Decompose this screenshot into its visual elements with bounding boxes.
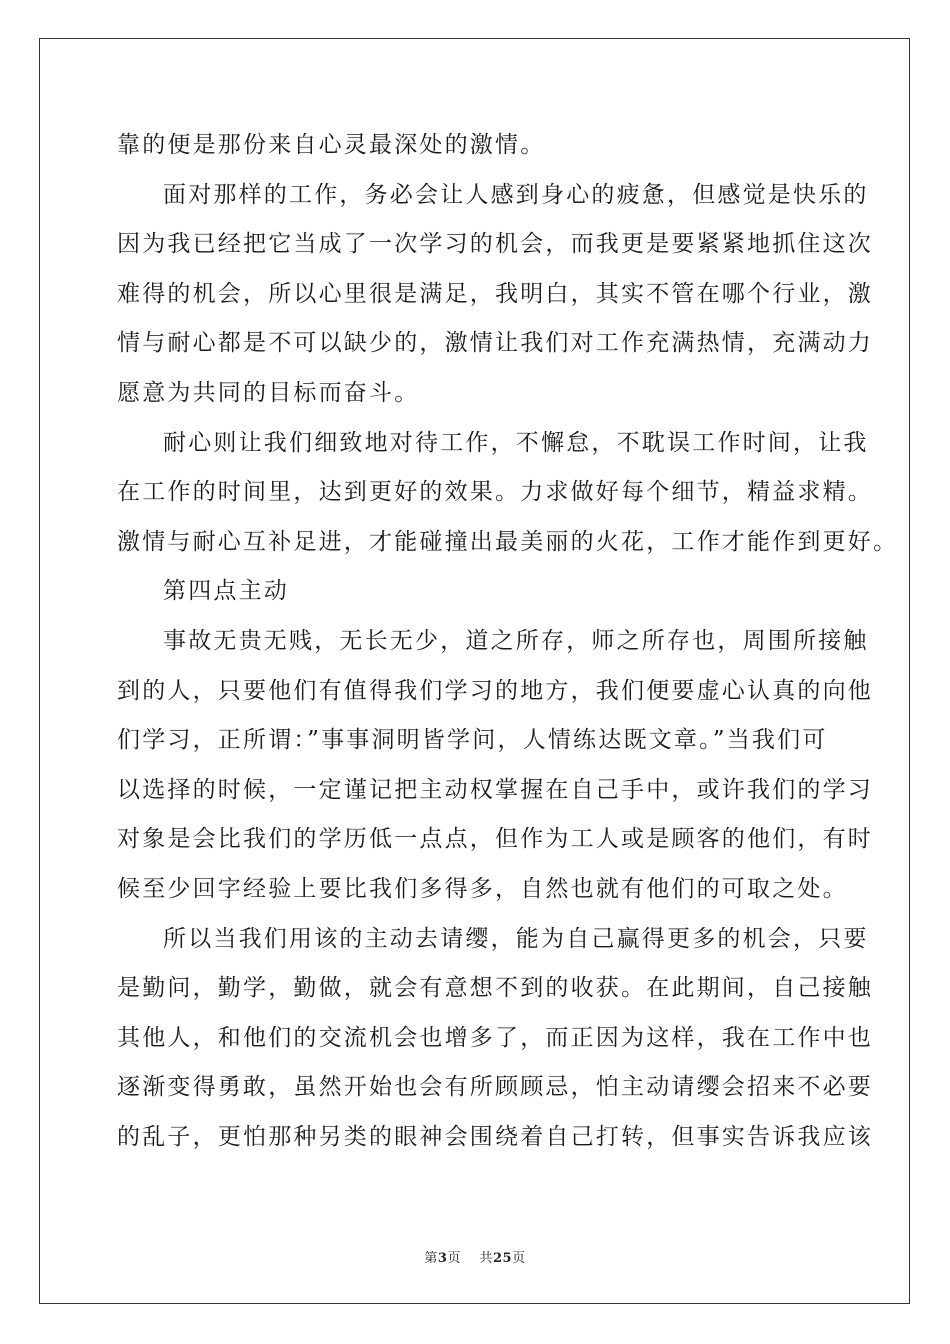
text-line: 激情与耐心互补足进，才能碰撞出最美丽的火花，工作才能作到更好。 bbox=[117, 528, 899, 555]
document-body bbox=[117, 121, 899, 1162]
total-label-suffix: 页 bbox=[512, 1251, 526, 1266]
text-line: 候至少回字经验上要比我们多得多，自然也就有他们的可取之处。 bbox=[117, 875, 848, 902]
text-line: 们学习，正所谓：”事事洞明皆学问，人情练达既文章。”当我们可 bbox=[117, 727, 828, 754]
text-line: 以选择的时候，一定谨记把主动权掌握在自己手中，或许我们的学习 bbox=[117, 776, 873, 803]
total-pages-number: 25 bbox=[493, 1251, 513, 1266]
text-line: 情与耐心都是不可以缺少的，激情让我们对工作充满热情，充满动力 bbox=[117, 330, 873, 357]
text-line: 对象是会比我们的学历低一点点，但作为工人或是顾客的他们，有时 bbox=[117, 826, 873, 853]
page-footer bbox=[0, 1247, 950, 1266]
text-line: 到的人，只要他们有值得我们学习的地方，我们便要虚心认真的向他 bbox=[117, 677, 873, 704]
text-line: 其他人，和他们的交流机会也增多了，而正因为这样，我在工作中也 bbox=[117, 1024, 873, 1051]
text-line: 面对那样的工作，务必会让人感到身心的疲惫，但感觉是快乐的 bbox=[163, 181, 869, 208]
page-label-prefix: 第 bbox=[424, 1251, 438, 1266]
text-line: 是勤问，勤学，勤做，就会有意想不到的收获。在此期间，自己接触 bbox=[117, 975, 873, 1002]
text-line: 所以当我们用该的主动去请缨，能为自己赢得更多的机会，只要 bbox=[163, 925, 869, 952]
text-line: 耐心则让我们细致地对待工作，不懈怠，不耽误工作时间，让我 bbox=[163, 429, 869, 456]
text-line: 靠的便是那份来自心灵最深处的激情。 bbox=[117, 132, 546, 158]
text-line: 第四点主动 bbox=[163, 578, 289, 605]
text-line: 因为我已经把它当成了一次学习的机会，而我更是要紧紧地抓住这次 bbox=[117, 231, 873, 258]
text-line: 难得的机会，所以心里很是满足，我明白，其实不管在哪个行业，激 bbox=[117, 280, 873, 307]
text-line: 的乱子，更怕那种另类的眼神会围绕着自己打转，但事实告诉我应该 bbox=[117, 1123, 873, 1150]
text-line: 逐渐变得勇敢，虽然开始也会有所顾顾忌，怕主动请缨会招来不必要 bbox=[117, 1074, 873, 1101]
current-page-number: 3 bbox=[437, 1251, 448, 1266]
text-line: 愿意为共同的目标而奋斗。 bbox=[117, 379, 420, 406]
text-line: 在工作的时间里，达到更好的效果。力求做好每个细节，精益求精。 bbox=[117, 479, 873, 506]
page-label-suffix: 页 bbox=[447, 1251, 461, 1266]
text-line: 事故无贵无贱，无长无少，道之所存，师之所存也，周围所接触 bbox=[163, 627, 869, 654]
total-label-prefix: 共 bbox=[479, 1251, 493, 1266]
